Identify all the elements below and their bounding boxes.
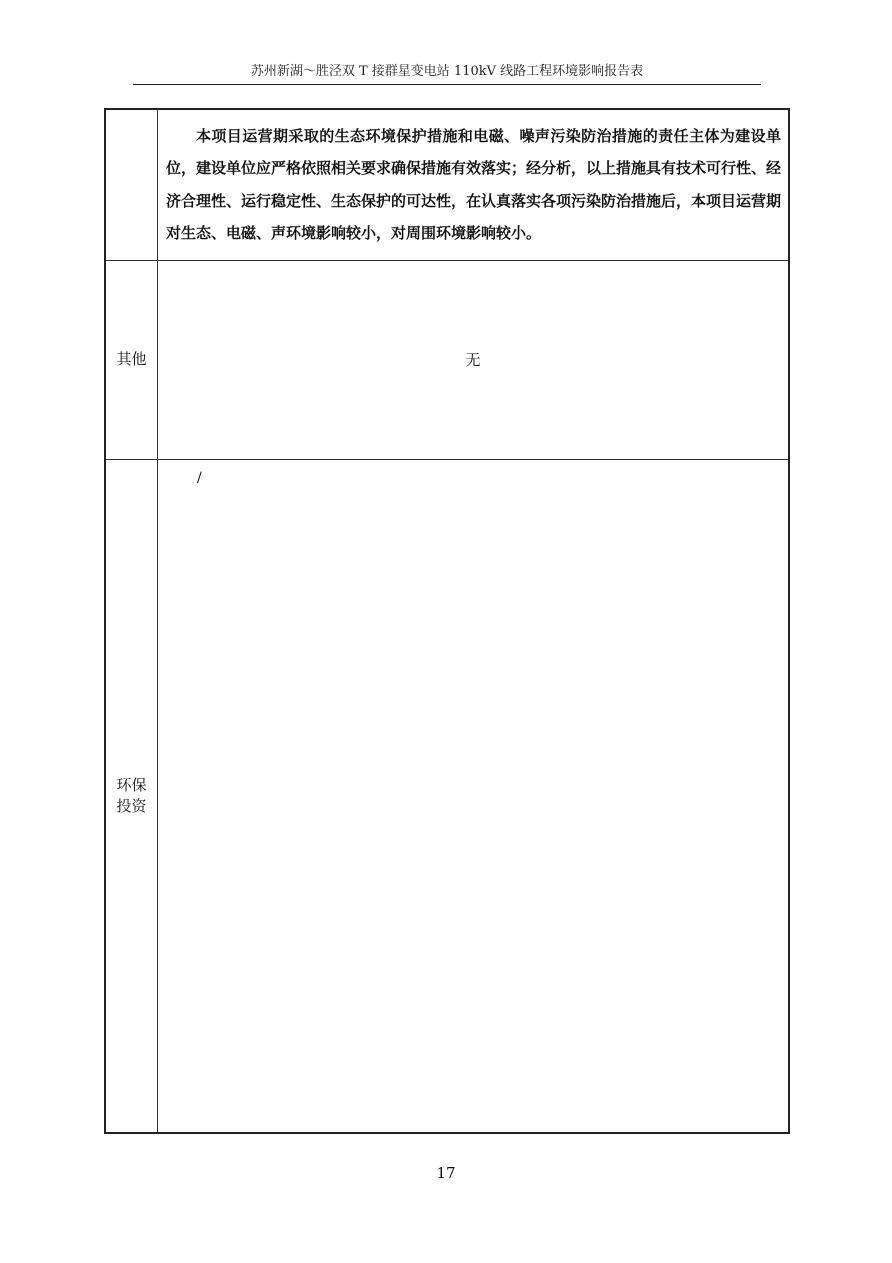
summary-row	[105, 109, 789, 260]
other-content-cell	[158, 260, 790, 459]
other-value: 无	[465, 351, 481, 369]
document-header	[133, 62, 761, 85]
page-number: 17	[436, 1164, 456, 1182]
other-label: 其他	[116, 350, 147, 368]
summary-paragraph: 本项目运营期采取的生态环境保护措施和电磁、噪声污染防治措施的责任主体为建设单位，建设单位应严格依照相关要求确保措施有效落实；经分析，以上措施具有技术可行性、经济合理性、运行稳定性、生态保护的可达性，在认真落实各项污染防治措施后，本项目运营期对生态、电磁、声环境影响较小，对周围环境影响较小。	[166, 126, 782, 243]
document-title: 苏州新湖～胜泾双 T 接群星变电站 110kV 线路工程环境影响报告表	[250, 64, 644, 79]
summary-content-cell	[158, 109, 790, 260]
investment-value: /	[197, 469, 202, 486]
summary-label-cell	[105, 109, 158, 260]
report-table	[104, 108, 790, 1134]
investment-label-line2: 投资	[116, 796, 147, 815]
investment-content-cell	[158, 459, 790, 1133]
other-label-cell	[105, 260, 158, 459]
investment-label-line1: 环保	[116, 775, 147, 794]
investment-row	[105, 459, 789, 1133]
investment-label-cell	[105, 459, 158, 1133]
other-row	[105, 260, 789, 459]
